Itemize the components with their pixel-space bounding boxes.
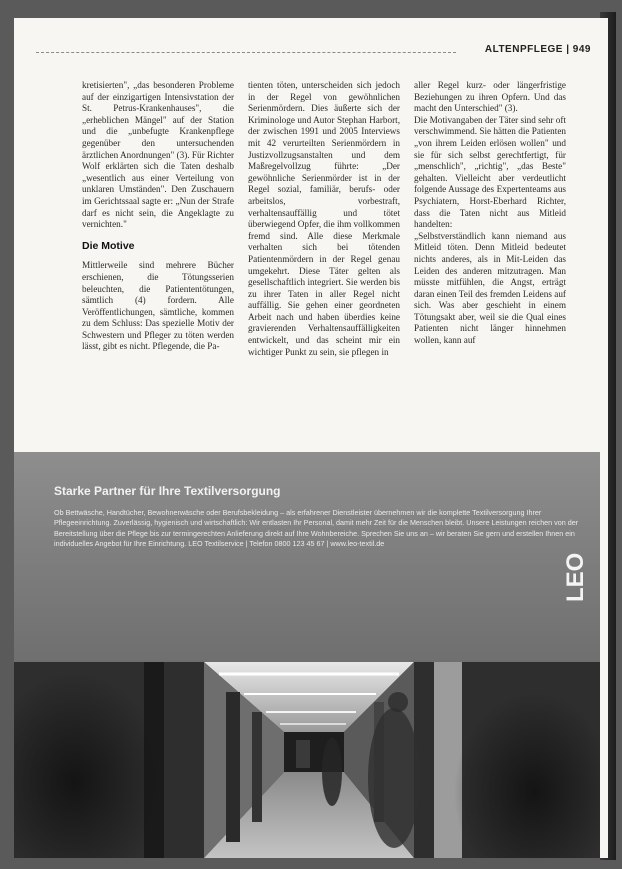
ad-body-text: Ob Bettwäsche, Handtücher, Bewohnerwäsche oder Berufsbekleidung – als erfahrener Dienstleister übernehmen wir die komplette Textilversorgung Ihrer Pflegeeinrichtung. Zuverlässig, hygienisch und wirtschaftlich: Wir entlasten Ihr Personal, damit mehr Zeit für die Menschen bleibt. Unsere Leistungen reichen von der Bereitstellung über die Pflege bis zur termingerechten Anlieferung direkt auf Ihre Wohnbereiche. Sprechen Sie uns an – wir beraten Sie gern und erstellen Ihnen ein individuelles Angebot für Ihre Einrichtung. LEO Textilservice | Telefon 0800 123 45 67 | www.leo-textil.de bbox=[54, 508, 579, 549]
ad-brand-logo: LEO bbox=[562, 552, 589, 602]
column1-paragraph-2: Mittlerweile sind mehrere Bücher erschienen, die Tötungsserien beleuchten, die Patiententötungen, sämtlich (4) fordern. Alle Veröffentlichungen, sämtliche, kommen zu dem Schluss: Das spezielle Motiv der Schwestern und Pfleger zu töten werden lässt, gibt es nicht. Pflegende, die Pa- bbox=[82, 260, 234, 352]
article-column-1 bbox=[82, 80, 234, 353]
section-heading-motive: Die Motive bbox=[82, 239, 135, 252]
column3-paragraph-3: „Selbstverständlich kann niemand aus Mitleid töten. Denn Mitleid bedeutet nichts anderes, als in Mit-Leiden das Leiden des anderen mitzutragen. Man müsste mitfühlen, die Angst, erträgt daran einen Teil des fremden Leidens auf sich. Was aber geschieht in einem Tötungsakt aber, weil sie die Qual eines Patienten nicht länger hinnehmen wollen, kann auf bbox=[414, 230, 566, 346]
running-header bbox=[36, 44, 591, 60]
ad-headline: Starke Partner für Ihre Textilversorgung bbox=[54, 484, 281, 498]
column1-paragraph-1: kretisierten", „das besonderen Probleme auf der einzigartigen Intensivstation der St. Petrus-Krankenhauses", die „erheblichen Mängel" auf der Station und die „unbefugte Krankenpflege gegenüber den untersuchenden ärztlichen Anordnungen" (3). Für Richter Wolf erklärten sich die Taten deshalb „wesentlich aus einer Verteilung von unklaren Umständen". Den Zuschauern im Gerichtssaal sagte er: „Nun der Strafe darf es nicht sein, die Angeklagte zu vernichten." bbox=[82, 80, 234, 230]
section-page-label: ALTENPFLEGE | 949 bbox=[479, 44, 591, 55]
header-rule bbox=[36, 52, 456, 53]
article-column-2 bbox=[248, 80, 400, 358]
article-columns bbox=[82, 80, 582, 450]
column3-paragraph-1: aller Regel kurz- oder längerfristige Beziehungen zu ihren Opfern. Und das macht den Unterschied" (3). bbox=[414, 80, 566, 114]
hallway-photo-illustration bbox=[14, 662, 600, 858]
hallway-photo bbox=[14, 662, 600, 858]
advertisement-panel bbox=[14, 452, 600, 662]
article-column-3 bbox=[414, 80, 566, 347]
column3-paragraph-2: Die Motivangaben der Täter sind sehr oft verschwimmend. Sie hätten die Patienten „von ihrem Leiden erlösen wollen" und sie für sich selbst gerechtfertigt, für „menschlich", „richtig", „das Beste" gehalten. Vielleicht aber verdeutlicht folgende Aussage des Expertenteams aus Psychiatern, Horst-Eberhard Richter, dass die Taten nicht aus Mitleid handelten: bbox=[414, 114, 566, 230]
column2-paragraph-1: tienten töten, unterscheiden sich jedoch in der Regel von gewöhnlichen Serienmördern. Dies äußerte sich der Kriminologe und Autor Stephan Harbort, der zwischen 1991 und 2005 Interviews mit 42 verurteilten Serienmördern in Justizvollzugsanstalten und dem Maßregelvollzug führte: „Der gewöhnliche Serienmörder ist in der Regel sozial, familiär, berufs- oder arbeitslos, vorbestraft, verhaltensauffällig und tötet überwiegend Opfer, die ihm vollkommen fremd sind. Alle diese Merkmale verhalten sich bei tötenden Patientenmördern in der Regel genau umgekehrt. Diese Täter gelten als gesellschaftlich integriert. Sie werden bis zu ihrer Taten in aller Regel nicht auffällig. Sie gehen einer geordneten Arbeit nach und haben überdies keine gravierenden Verhaltensauffälligkeiten entwickelt, und das scheint mir ein wichtiger Punkt zu sein, sie pflegen in bbox=[248, 80, 400, 357]
